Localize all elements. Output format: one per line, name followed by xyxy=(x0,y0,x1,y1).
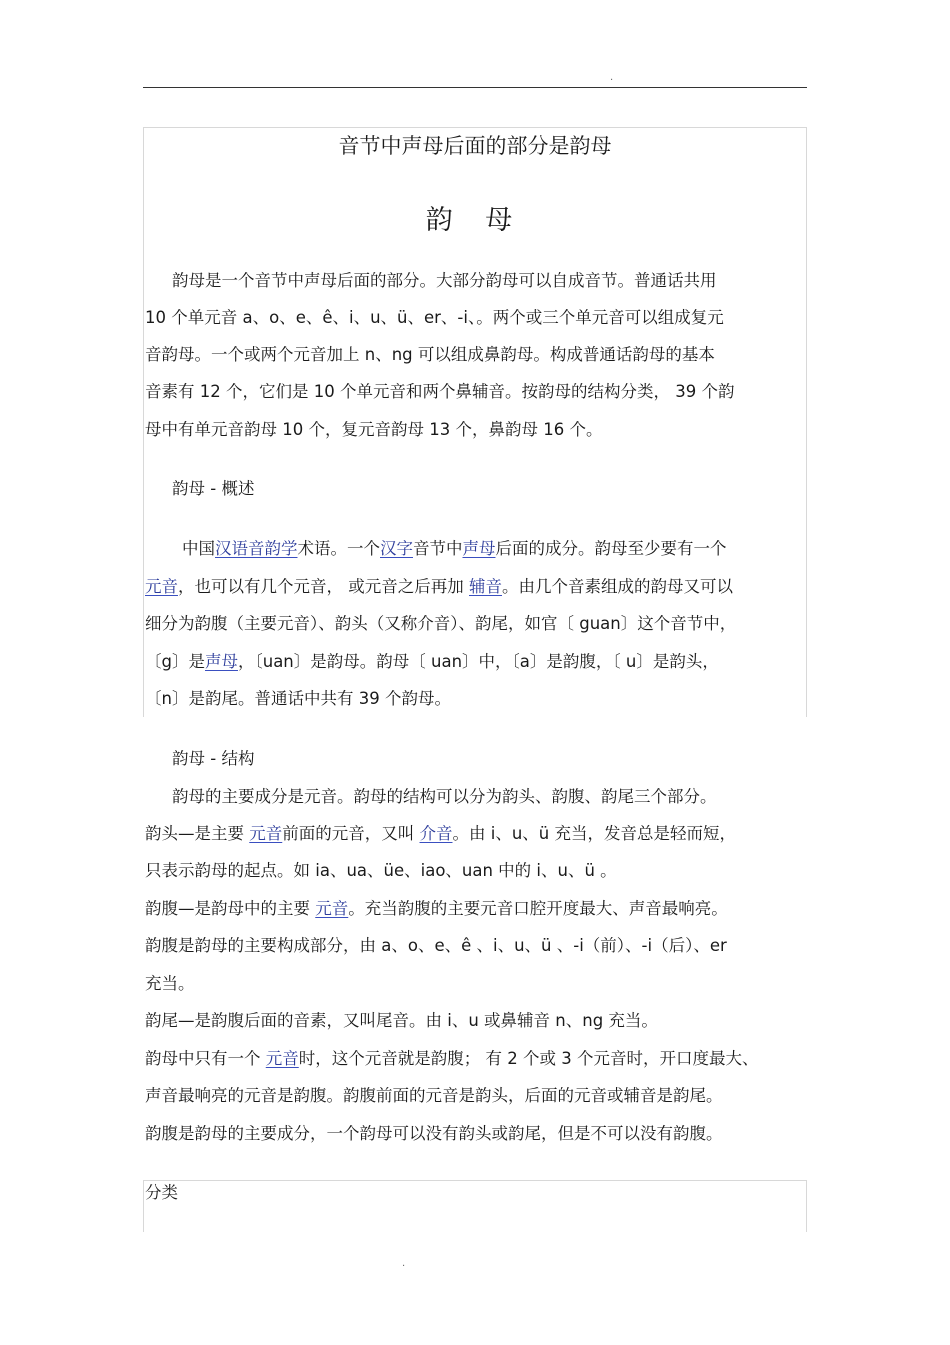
text: 时，这个元音就是韵腹； 有 2 个或 3 个元音时，开口度最大、 xyxy=(298,1049,759,1068)
link-hanzi[interactable]: 汉字 xyxy=(380,539,413,558)
link-yuanyin-4[interactable]: 元音 xyxy=(265,1049,299,1068)
overview-line-1 xyxy=(182,539,727,559)
text: 。由 i、u、ü 充当，发音总是轻而短， xyxy=(452,824,736,843)
link-hanyu-yinyunxue[interactable]: 汉语音韵学 xyxy=(215,539,298,558)
text: 。由几个音素组成的韵母又可以 xyxy=(502,577,733,596)
structure-line-2 xyxy=(145,824,736,844)
structure-line-7: 韵尾—是韵腹后面的音素，又叫尾音。由 i、u 或鼻辅音 n、ng 充当。 xyxy=(145,1011,658,1030)
text: 。充当韵腹的主要元音口腔开度最大、声音最响亮。 xyxy=(348,899,728,918)
overview-line-2 xyxy=(145,577,733,597)
structure-line-4 xyxy=(145,899,728,919)
text: 后面的成分。韵母至少要有一个 xyxy=(495,539,727,558)
link-yuanyin-3[interactable]: 元音 xyxy=(315,899,349,918)
structure-line-3: 只表示韵母的起点。如 ia、ua、üe、iao、uan 中的 i、u、ü 。 xyxy=(145,861,617,880)
overview-heading: 韵母 - 概述 xyxy=(172,479,255,498)
main-title: 韵 母 xyxy=(425,205,525,236)
text: 〔g〕是 xyxy=(145,652,205,671)
text: ，也可以有几个元音， 或元音之后再加 xyxy=(178,577,469,596)
header-rule xyxy=(143,87,807,88)
text: 前面的元音，又叫 xyxy=(282,824,420,843)
intro-line-2: 10 个单元音 a、o、e、ê、i、u、ü、er、-i、。两个或三个单元音可以组成复元 xyxy=(145,308,724,327)
structure-line-8 xyxy=(145,1049,758,1069)
text: 韵母中只有一个 xyxy=(145,1049,266,1068)
link-yuanyin[interactable]: 元音 xyxy=(145,577,178,596)
structure-line-5: 韵腹是韵母的主要构成部分，由 a、o、e、ê 、i、u、ü 、-i（前）、-i（后）、er xyxy=(145,936,727,955)
structure-line-6: 充当。 xyxy=(145,974,195,993)
link-shengmu-2[interactable]: 声母 xyxy=(204,652,238,671)
classification-frame xyxy=(143,1180,807,1232)
footer-dot: . xyxy=(402,1258,406,1269)
structure-heading: 韵母 - 结构 xyxy=(172,749,255,768)
top-title: 音节中声母后面的部分是韵母 xyxy=(338,134,612,158)
classification-heading: 分类 xyxy=(145,1183,178,1202)
link-shengmu[interactable]: 声母 xyxy=(462,539,496,558)
text: 音节中 xyxy=(413,539,463,558)
link-fuyin[interactable]: 辅音 xyxy=(469,577,502,596)
text: ，〔uan〕是韵母。韵母〔 uan〕中，〔a〕是韵腹，〔 u〕是韵头， xyxy=(237,652,719,671)
text: 术语。一个 xyxy=(297,539,380,558)
intro-line-5: 母中有单元音韵母 10 个，复元音韵母 13 个，鼻韵母 16 个。 xyxy=(145,420,603,439)
overview-line-5: 〔n〕是韵尾。普通话中共有 39 个韵母。 xyxy=(145,689,451,708)
overview-line-3: 细分为韵腹（主要元音）、韵头（又称介音）、韵尾，如官〔 guan〕这个音节中， xyxy=(145,614,737,633)
intro-line-1: 韵母是一个音节中声母后面的部分。大部分韵母可以自成音节。普通话共用 xyxy=(172,271,717,290)
intro-line-3: 音韵母。一个或两个元音加上 n、ng 可以组成鼻韵母。构成普通话韵母的基本 xyxy=(145,345,715,364)
text: 中国 xyxy=(182,539,215,558)
text: 韵头—是主要 xyxy=(145,824,250,843)
intro-line-4: 音素有 12 个，它们是 10 个单元音和两个鼻辅音。按韵母的结构分类， 39 个韵 xyxy=(145,382,735,401)
header-dot: . xyxy=(610,72,614,83)
link-jieyin[interactable]: 介音 xyxy=(419,824,453,843)
link-yuanyin-2[interactable]: 元音 xyxy=(249,824,283,843)
structure-line-10: 韵腹是韵母的主要成分，一个韵母可以没有韵头或韵尾，但是不可以没有韵腹。 xyxy=(145,1124,723,1143)
text: 韵腹—是韵母中的主要 xyxy=(145,899,316,918)
structure-line-1: 韵母的主要成分是元音。韵母的结构可以分为韵头、韵腹、韵尾三个部分。 xyxy=(172,787,717,806)
overview-line-4 xyxy=(145,652,719,672)
structure-line-9: 声音最响亮的元音是韵腹。韵腹前面的元音是韵头，后面的元音或辅音是韵尾。 xyxy=(145,1086,723,1105)
